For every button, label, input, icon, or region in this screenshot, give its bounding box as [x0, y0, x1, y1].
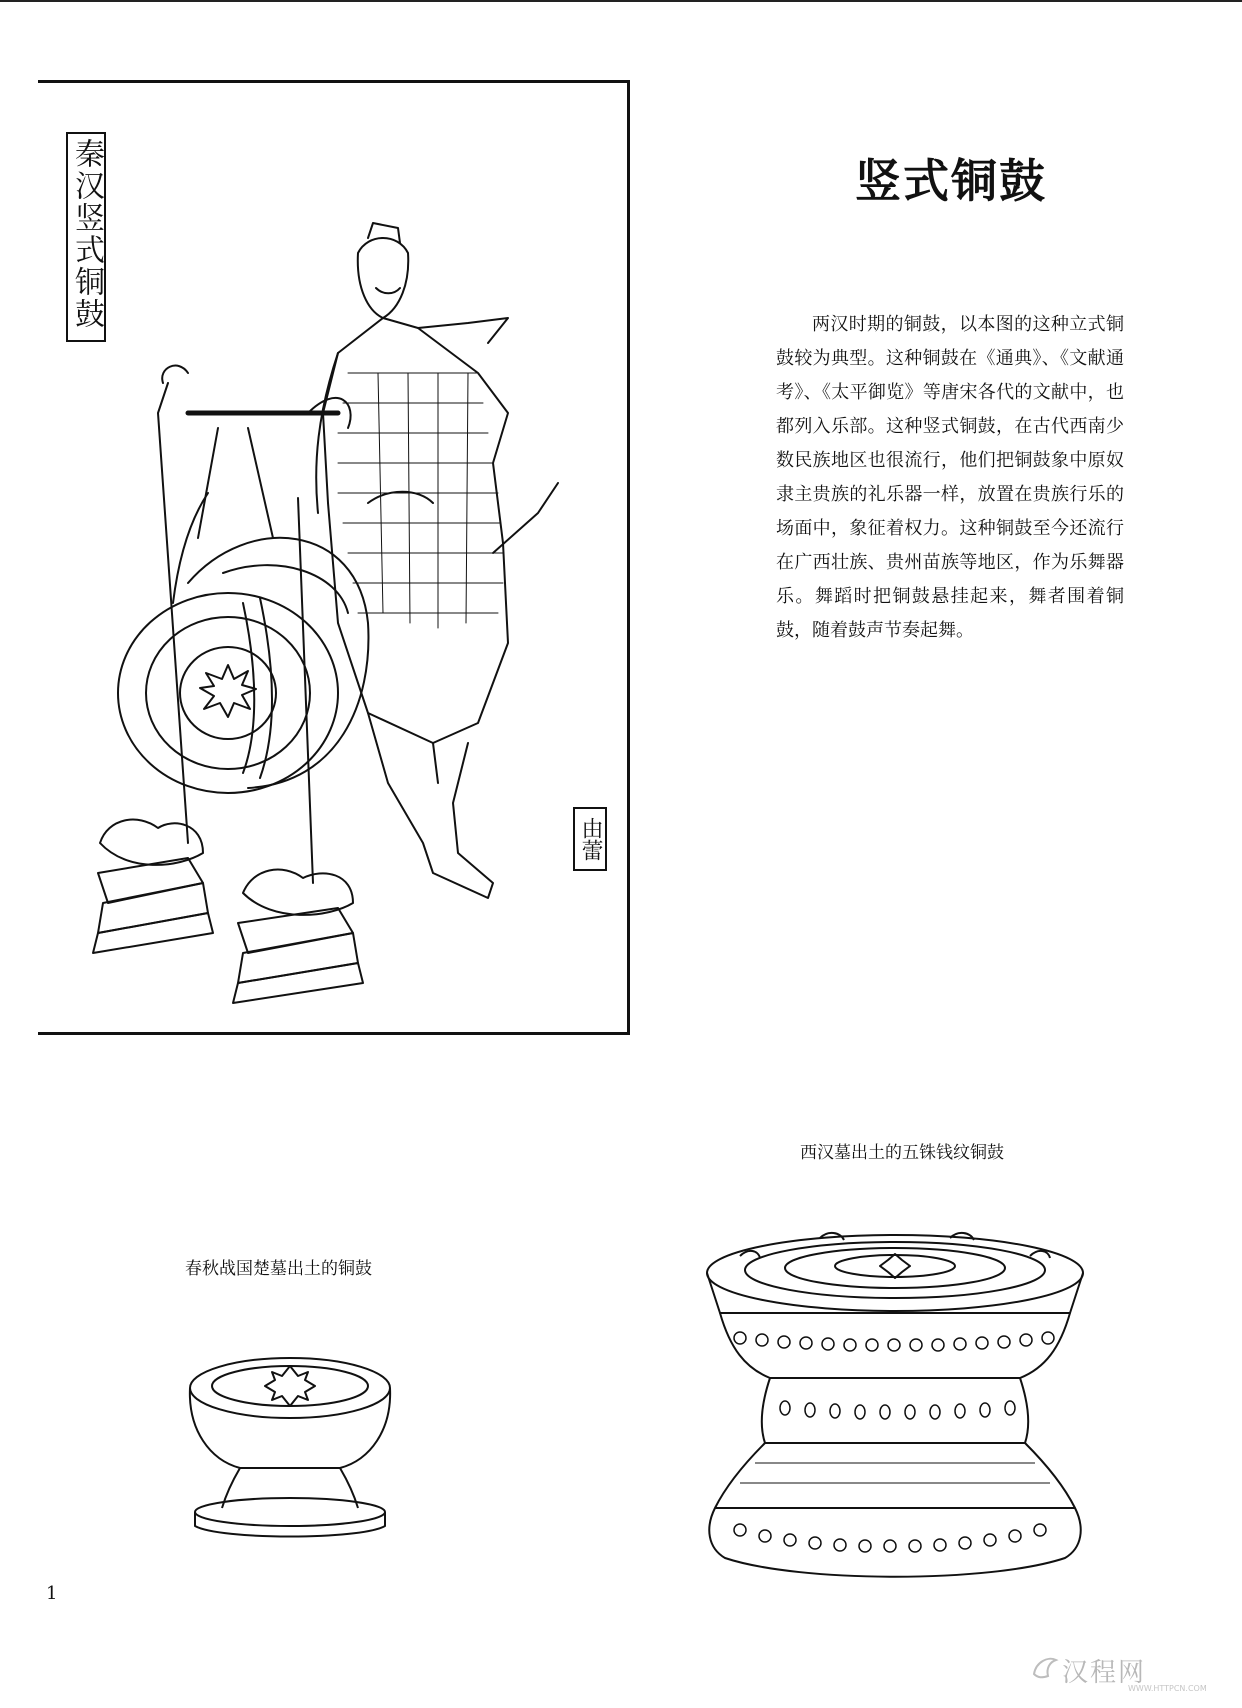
artist-seal: 由蕾	[573, 807, 607, 871]
chu-tomb-drum-drawing	[180, 1350, 400, 1540]
article-body: 两汉时期的铜鼓，以本图的这种立式铜鼓较为典型。这种铜鼓在《通典》、《文献通考》、《太平御览》等唐宋各代的文献中，也都列入乐部。这种竖式铜鼓，在古代西南少数民族地区也很流行，他们把铜鼓象中原奴隶主贵族的礼乐器一样，放置在贵族行乐的场面中，象征着权力。这种铜鼓至今还流行在广西壮族、贵州苗族等地区，作为乐舞器乐。舞蹈时把铜鼓悬挂起来，舞者围着铜鼓，随着鼓声节奏起舞。	[776, 314, 1124, 641]
illustration-frame	[38, 80, 630, 1035]
right-drum-caption: 西汉墓出土的五铢钱纹铜鼓	[800, 1143, 1004, 1163]
watermark-text: 汉程网	[1062, 1658, 1147, 1688]
page-number: 1	[46, 1583, 58, 1604]
top-rule	[0, 0, 1242, 2]
vertical-title-text: 秦汉竖式铜鼓	[69, 138, 104, 330]
watermark-logo-icon	[1030, 1652, 1060, 1682]
page-title: 竖式铜鼓	[855, 154, 1047, 208]
warrior-drum-illustration	[38, 83, 630, 1038]
western-han-drum-drawing	[700, 1228, 1090, 1588]
watermark-url: WWW.HTTPCN.COM	[1128, 1684, 1207, 1693]
vertical-title-label	[66, 132, 106, 342]
left-drum-caption: 春秋战国楚墓出土的铜鼓	[185, 1259, 372, 1279]
